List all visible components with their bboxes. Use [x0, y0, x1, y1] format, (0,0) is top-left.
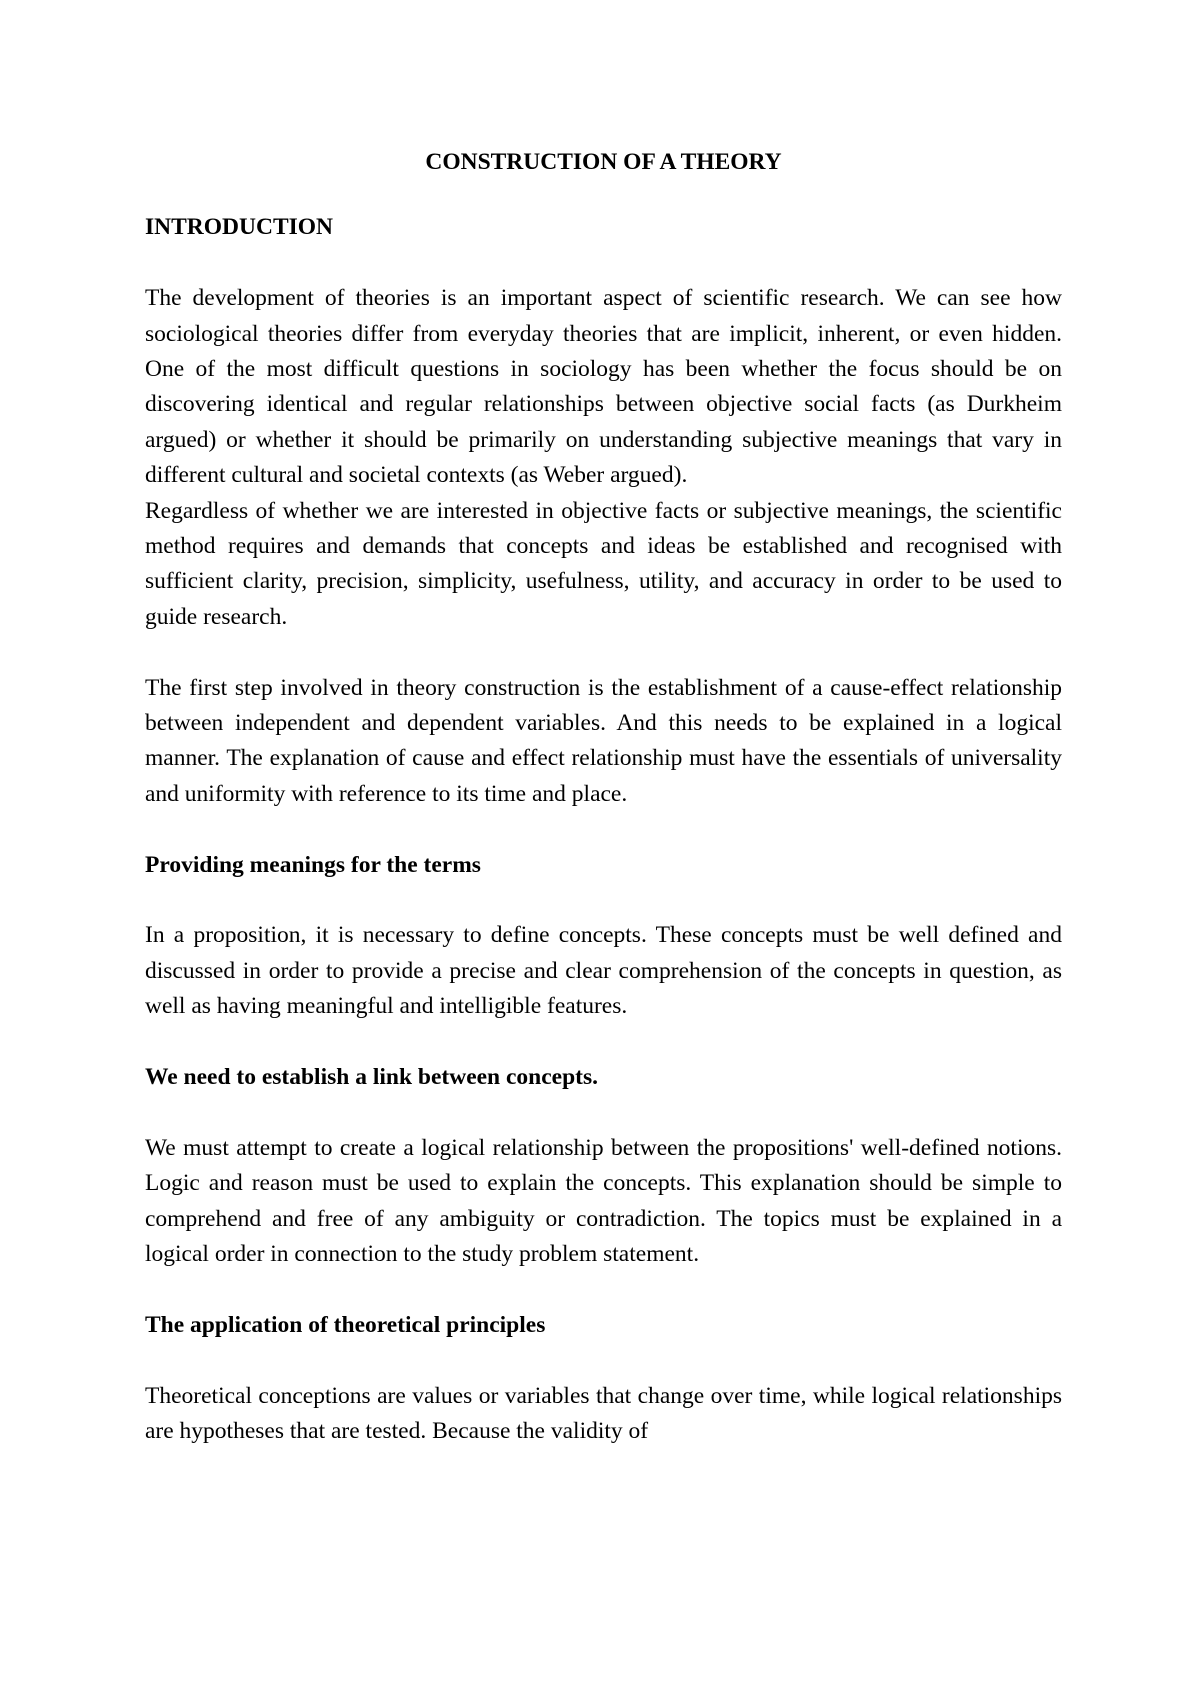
spacer	[145, 246, 1062, 281]
section-application-heading: The application of theoretical principles	[145, 1311, 546, 1338]
spacer	[145, 635, 1062, 670]
spacer	[145, 1095, 1062, 1130]
section-link-paragraph: We must attempt to create a logical relationship between the propositions' well-defined notions. Logic and reason must be used to explain the concepts. This explanation should be simple to comprehend and free of any ambiguity or contradiction. The topics must be explained in a logical order in connection to the study problem statement.	[145, 1134, 1062, 1268]
section-meanings-heading: Providing meanings for the terms	[145, 851, 481, 878]
spacer	[145, 1273, 1062, 1308]
intro-paragraph-1: The development of theories is an important aspect of scientific research. We can see how sociological theories differ from everyday theories that are implicit, inherent, or even hidden. One of the most difficult questions in sociology has been whether the focus should be on discovering identical and regular relationships between objective social facts (as Durkheim argued) or whether it should be primarily on understanding subjective meanings that vary in different cultural and societal contexts (as Weber argued).	[145, 285, 1062, 489]
introduction-heading: INTRODUCTION	[145, 214, 334, 241]
spacer	[145, 1025, 1062, 1060]
section-meanings-paragraph: In a proposition, it is necessary to define concepts. These concepts must be well defined and discussed in order to provide a precise and clear comprehension of the concepts in question, as well as having meaningful and intelligible features.	[145, 922, 1062, 1020]
section-application-paragraph: Theoretical conceptions are values or variables that change over time, while logical relationships are hypotheses that are tested. Because the validity of	[145, 1382, 1062, 1445]
intro-paragraph-3: The first step involved in theory construction is the establishment of a cause-effect relationship between independent and dependent variables. And this needs to be explained in a logical manner. The explanation of cause and effect relationship must have the essentials of universality and uniformity with reference to its time and place.	[145, 674, 1062, 807]
intro-paragraph-2: Regardless of whether we are interested in objective facts or subjective meanings, the scientific method requires and demands that concepts and ideas be established and recognised with sufficient clarity, precision, simplicity, usefulness, utility, and accuracy in order to be used to guide research.	[145, 497, 1062, 630]
spacer	[145, 1343, 1062, 1378]
document-title: CONSTRUCTION OF A THEORY	[425, 149, 782, 175]
document-body	[145, 145, 1062, 1450]
spacer	[145, 883, 1062, 918]
spacer	[145, 812, 1062, 847]
section-link-heading: We need to establish a link between concepts.	[145, 1064, 599, 1091]
